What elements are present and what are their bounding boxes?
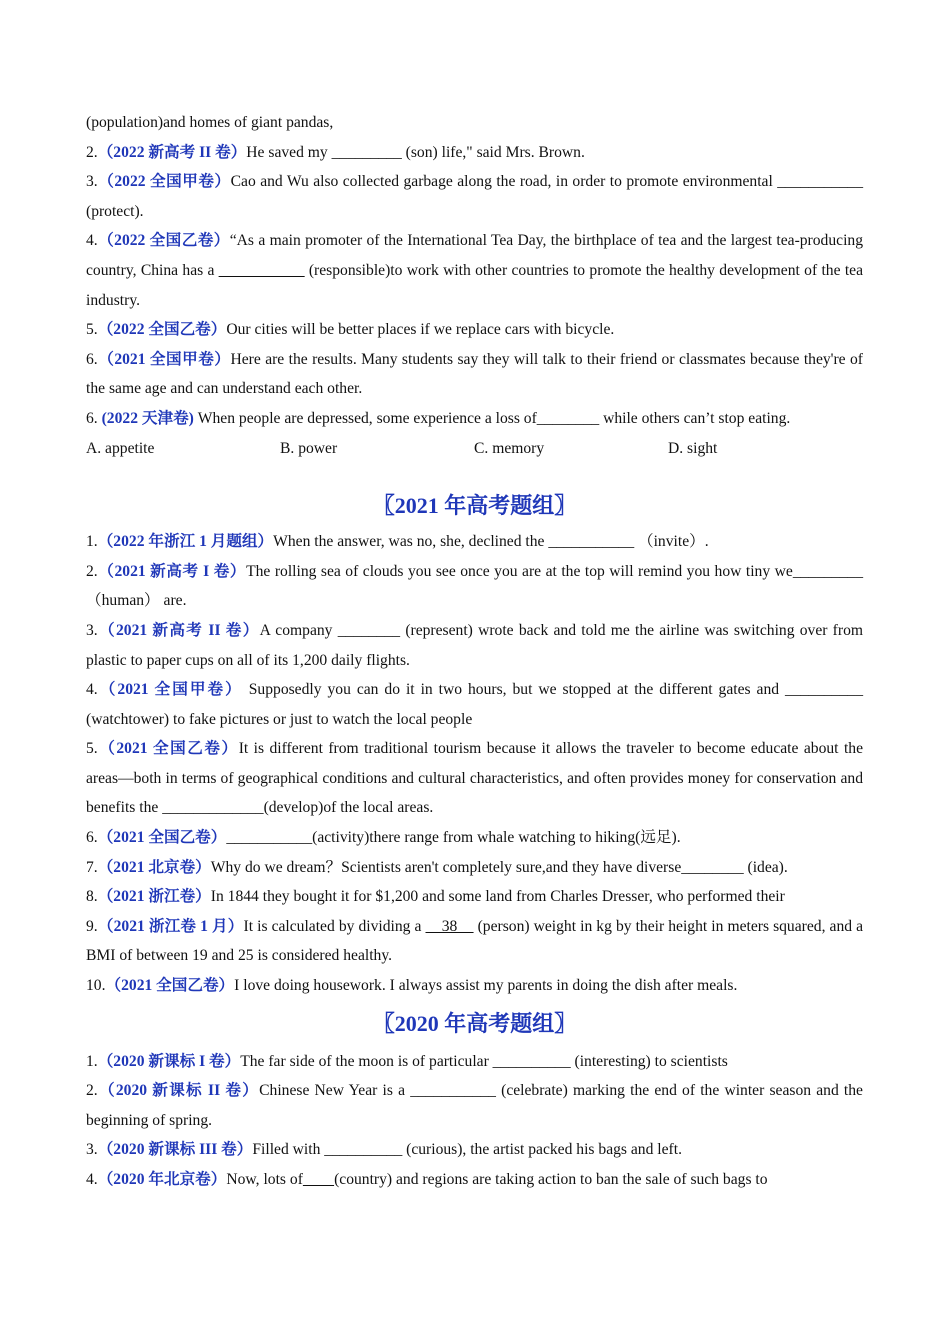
question-number: 8. — [86, 888, 98, 906]
question-number: 7. — [86, 858, 98, 876]
question-text: He saved my _________ (son) life," said Mrs. Brown. — [246, 143, 585, 161]
question-2021-5 — [86, 734, 863, 823]
source-tag: （2022 新高考 II 卷） — [97, 143, 247, 161]
source-tag: （2021 全国乙卷） — [97, 829, 227, 847]
option-d[interactable]: D. sight — [668, 439, 718, 457]
question-text: Our cities will be better places if we replace cars with bicycle. — [226, 321, 615, 339]
question-text: When the answer, was no, she, declined the ___________ （invite）. — [273, 533, 709, 551]
question-2021-2 — [86, 557, 863, 616]
question-number: 3. — [86, 173, 98, 191]
question-text: Here are the results. Many students say they will talk to their friend or classmates because they're of the same age and can understand each other. — [86, 350, 863, 398]
source-tag: （2020 新课标 II 卷） — [97, 1082, 260, 1100]
source-tag: （2021 浙江卷 1 月） — [97, 917, 244, 935]
question-text: Chinese New Year is a ___________ (celebrate) marking the end of the winter season and the beginning of spring. — [86, 1082, 863, 1129]
document-page — [86, 108, 863, 1195]
question-text: I love doing housework. I always assist my parents in doing the dish after meals. — [234, 977, 738, 995]
question-text: A company ________ (represent) wrote back and told me the airline was switching over from plastic to paper cups on all of its 1,200 daily flights. — [86, 621, 863, 669]
question-text: Now, lots of — [226, 1171, 303, 1188]
option-a[interactable]: A. appetite — [86, 439, 155, 457]
question-text: Supposedly you can do it in two hours, but we stopped at the different gates and __________ (watchtower) to fake pictures or just to watch the local people — [86, 681, 863, 728]
question-number: 2. — [86, 562, 98, 580]
question-number: 1. — [86, 1052, 98, 1070]
option-c[interactable]: C. memory — [474, 439, 545, 457]
question-text: It is calculated by dividing a — [243, 917, 426, 935]
question-text: ___________(activity)there range from whale watching to hiking(远足). — [226, 829, 681, 847]
source-tag: （2021 浙江卷） — [97, 888, 211, 906]
question-text: Filled with __________ (curious), the artist packed his bags and left. — [252, 1141, 682, 1159]
section-heading-2021: 〖2021 年高考题组〗 — [372, 493, 577, 519]
question-number: 3. — [86, 1141, 98, 1159]
answer-blank[interactable]: 38 — [425, 917, 474, 935]
question-2020-1 — [86, 1047, 863, 1077]
question-2022-5 — [86, 315, 863, 345]
question-2022-2 — [86, 138, 863, 168]
intro-line: (population)and homes of giant pandas, — [86, 114, 334, 131]
question-2021-4 — [86, 675, 863, 734]
answer-blank[interactable]: ___________ — [218, 261, 305, 279]
question-2022-4 — [86, 226, 863, 315]
question-number: 4. — [86, 681, 98, 699]
source-tag: （2022 全国乙卷） — [97, 232, 230, 250]
question-number: 9. — [86, 917, 98, 935]
source-tag: （2021 新高考 I 卷） — [97, 562, 247, 580]
question-2021-10 — [86, 971, 863, 1001]
question-number: 5. — [86, 321, 98, 339]
source-tag: （2022 年浙江 1 月题组） — [97, 533, 274, 551]
question-2021-8 — [86, 882, 863, 912]
source-tag: （2020 新课标 III 卷） — [97, 1141, 253, 1159]
section-heading-2020: 〖2020 年高考题组〗 — [372, 1010, 577, 1036]
source-tag: （2021 全国甲卷） — [97, 350, 231, 368]
question-text: The rolling sea of clouds you see once you are at the top will remind you how tiny we_________（human） are. — [86, 562, 863, 610]
question-2020-2 — [86, 1076, 863, 1135]
question-text: (person) weight in kg by their height in meters squared, and a BMI of between 19 and 25 is considered healthy. — [86, 917, 864, 965]
source-tag: （2021 全国甲卷） — [97, 681, 243, 699]
question-number: 1. — [86, 533, 98, 551]
question-2021-6 — [86, 823, 863, 853]
question-text: Why do we dream？Scientists aren't completely sure,and they have diverse________ (idea). — [210, 858, 788, 876]
question-2021-9 — [86, 912, 863, 971]
question-number: 4. — [86, 232, 98, 250]
question-text: (responsible)to work with other countries to promote the healthy development of the tea industry. — [86, 261, 863, 309]
source-tag: (2022 天津卷) — [101, 409, 194, 427]
question-2022-3 — [86, 167, 863, 226]
question-2021-7 — [86, 853, 863, 883]
question-2022-6 — [86, 404, 863, 434]
question-number: 6. — [86, 829, 98, 847]
question-2021-6-a — [86, 345, 863, 404]
source-tag: （2021 全国乙卷） — [97, 740, 239, 758]
source-tag: （2022 全国乙卷） — [97, 321, 227, 339]
answer-options — [86, 434, 863, 464]
source-tag: （2022 全国甲卷） — [97, 173, 231, 191]
question-text: In 1844 they bought it for $1,200 and some land from Charles Dresser, who performed their — [210, 888, 785, 906]
question-text: Cao and Wu also collected garbage along the road, in order to promote environmental ___________ (protect). — [86, 173, 863, 220]
question-number: 2. — [86, 143, 98, 161]
source-tag: （2021 新高考 II 卷） — [97, 621, 260, 639]
question-2020-3 — [86, 1135, 863, 1165]
question-number: 6. — [86, 350, 98, 368]
question-text: The far side of the moon is of particular __________ (interesting) to scientists — [240, 1052, 728, 1070]
question-number: 3. — [86, 621, 98, 639]
question-2020-4 — [86, 1165, 863, 1195]
source-tag: （2020 新课标 I 卷） — [97, 1052, 241, 1070]
question-number: 6. — [86, 409, 98, 427]
question-number: 2. — [86, 1082, 98, 1100]
question-text: “As a main promoter of the International Tea Day, the birthplace of tea and the largest tea-producing country, China has a — [86, 232, 863, 279]
answer-blank[interactable] — [303, 1171, 334, 1188]
source-tag: （2020 年北京卷） — [97, 1171, 227, 1188]
source-tag: （2021 全国乙卷） — [105, 977, 235, 995]
question-text: It is different from traditional tourism because it allows the traveler to become educate about the areas—both in terms of geographical conditions and cultural characteristics, and often provides money for conservation and benefits the _____________(develop)of the local areas. — [86, 740, 863, 817]
question-text: (country) and regions are taking action to ban the sale of such bags to — [334, 1171, 768, 1188]
question-2021-1 — [86, 527, 863, 557]
question-number: 4. — [86, 1171, 98, 1188]
question-number: 10. — [86, 977, 106, 995]
question-2021-3 — [86, 616, 863, 675]
question-number: 5. — [86, 740, 98, 758]
option-b[interactable]: B. power — [280, 439, 338, 457]
source-tag: （2021 北京卷） — [97, 858, 211, 876]
question-text: When people are depressed, some experience a loss of________ while others can’t stop eating. — [197, 409, 791, 427]
